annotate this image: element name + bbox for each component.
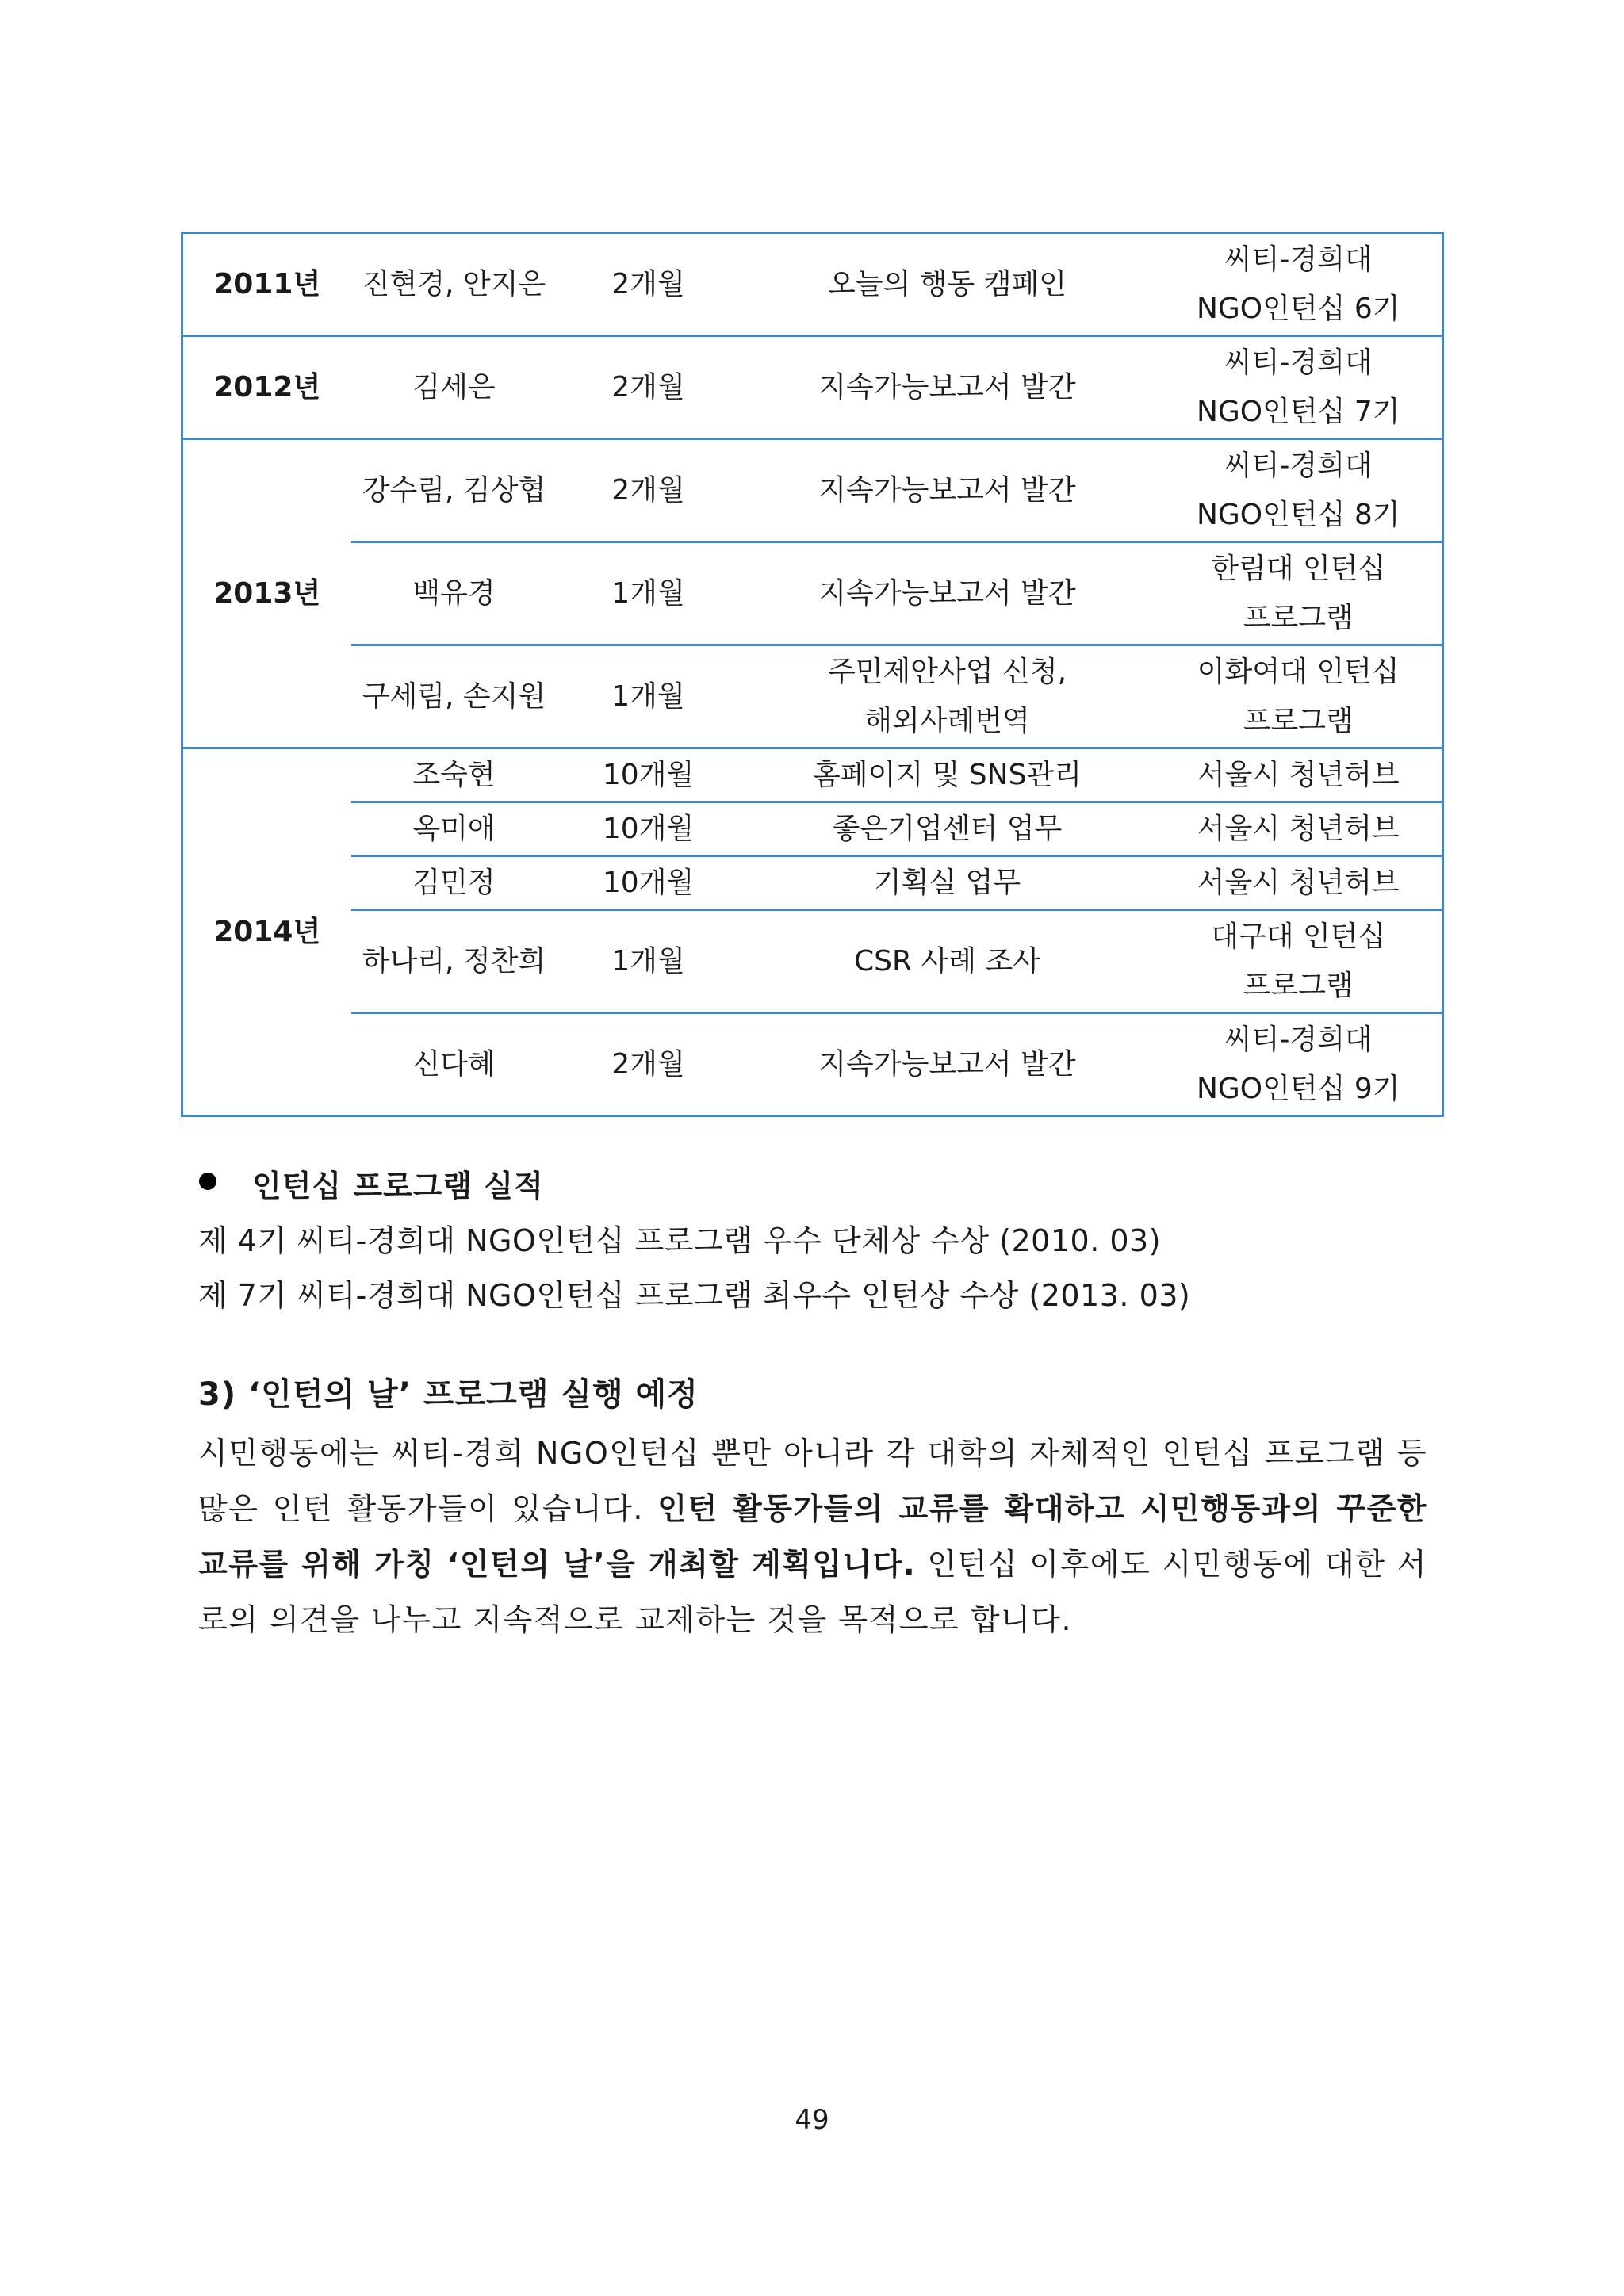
- table-row: [182, 645, 1443, 748]
- paragraph-text: 시민행동에는 씨티-경희 NGO인턴십 뿐만 아니라 각 대학의 자체적인 인턴십 프로그램 등 많은 인턴 활동가들이 있습니다.: [198, 1436, 1427, 1526]
- table-row: [182, 748, 1443, 802]
- program-cell: [1155, 336, 1443, 439]
- program-line: 프로그램: [1243, 704, 1354, 737]
- program-line: 이화여대 인턴십: [1197, 655, 1400, 688]
- period-cell: 2개월: [557, 1013, 740, 1116]
- page-number: 49: [795, 2104, 829, 2136]
- program-cell: [1155, 439, 1443, 542]
- program-line: 프로그램: [1243, 969, 1354, 1002]
- work-line: 주민제안사업 신청,: [827, 655, 1067, 688]
- name-cell: 백유경: [351, 542, 557, 645]
- bullet-icon: [199, 1173, 216, 1190]
- program-line: NGO인턴십 7기: [1196, 395, 1400, 428]
- program-cell: [1155, 645, 1443, 748]
- work-cell: 좋은기업센터 업무: [740, 802, 1155, 856]
- name-cell: 신다혜: [351, 1013, 557, 1116]
- table-row: [182, 439, 1443, 542]
- work-cell: 오늘의 행동 캠페인: [740, 233, 1155, 336]
- period-cell: 2개월: [557, 336, 740, 439]
- year-cell: 2014년: [182, 748, 351, 1116]
- year-cell: 2012년: [182, 336, 351, 439]
- program-line: 씨티-경희대: [1224, 243, 1373, 276]
- work-cell: 지속가능보고서 발간: [740, 542, 1155, 645]
- program-line: 씨티-경희대: [1224, 346, 1373, 379]
- achievement-item: 제 4기 씨티-경희대 NGO인턴십 프로그램 우수 단체상 수상 (2010. 03): [198, 1223, 1162, 1258]
- work-cell: 지속가능보고서 발간: [740, 439, 1155, 542]
- internship-table: [181, 232, 1444, 1117]
- paragraph-bold-text: 인턴 활동가들의 교류를 확대하고 시민행동과의 꾸준한 교류를 위해 가칭 ‘인턴의 날’을 개최할 계획입니다.: [198, 1491, 1427, 1582]
- table-row: [182, 233, 1443, 336]
- program-line: 한림대 인턴십: [1211, 552, 1386, 585]
- name-cell: 조숙현: [351, 748, 557, 802]
- program-cell: 서울시 청년허브: [1155, 748, 1443, 802]
- program-cell: [1155, 233, 1443, 336]
- table-row: [182, 336, 1443, 439]
- name-cell: 구세림, 손지원: [351, 645, 557, 748]
- table-row: [182, 802, 1443, 856]
- table-row: [182, 856, 1443, 910]
- program-line: 씨티-경희대: [1224, 449, 1373, 482]
- name-cell: 진현경, 안지은: [351, 233, 557, 336]
- period-cell: 1개월: [557, 645, 740, 748]
- work-cell: [740, 645, 1155, 748]
- period-cell: 10개월: [557, 802, 740, 856]
- program-cell: [1155, 1013, 1443, 1116]
- table-row: [182, 1013, 1443, 1116]
- period-cell: 10개월: [557, 748, 740, 802]
- program-line: 대구대 인턴십: [1211, 920, 1386, 953]
- program-cell: 서울시 청년허브: [1155, 802, 1443, 856]
- program-line: 프로그램: [1243, 601, 1354, 634]
- achievements-heading: 인턴십 프로그램 실적: [252, 1169, 544, 1203]
- table-row: [182, 542, 1443, 645]
- year-cell: 2011년: [182, 233, 351, 336]
- period-cell: 10개월: [557, 856, 740, 910]
- program-line: NGO인턴십 8기: [1196, 498, 1400, 531]
- work-cell: CSR 사례 조사: [740, 910, 1155, 1013]
- work-cell: 지속가능보고서 발간: [740, 336, 1155, 439]
- name-cell: 김세은: [351, 336, 557, 439]
- program-line: NGO인턴십 6기: [1196, 292, 1400, 325]
- table-row: [182, 910, 1443, 1013]
- period-cell: 1개월: [557, 542, 740, 645]
- work-cell: 기획실 업무: [740, 856, 1155, 910]
- name-cell: 옥미애: [351, 802, 557, 856]
- work-cell: 홈페이지 및 SNS관리: [740, 748, 1155, 802]
- work-line: 해외사례번역: [864, 704, 1030, 737]
- name-cell: 강수림, 김상협: [351, 439, 557, 542]
- program-line: NGO인턴십 9기: [1196, 1072, 1400, 1105]
- program-cell: [1155, 910, 1443, 1013]
- section-heading: 3) ‘인턴의 날’ 프로그램 실행 예정: [198, 1376, 699, 1413]
- section-paragraph: [198, 1425, 1427, 1647]
- name-cell: 하나리, 정찬희: [351, 910, 557, 1013]
- program-cell: [1155, 542, 1443, 645]
- year-cell: 2013년: [182, 439, 351, 748]
- paragraph-text: 인턴십 이후에도 시민행동에 대한 서로의 의견을 나누고 지속적으로 교제하는 것을 목적으로 합니다.: [198, 1547, 1427, 1637]
- achievement-item: 제 7기 씨티-경희대 NGO인턴십 프로그램 최우수 인턴상 수상 (2013. 03): [198, 1278, 1191, 1313]
- period-cell: 2개월: [557, 233, 740, 336]
- program-cell: 서울시 청년허브: [1155, 856, 1443, 910]
- program-line: 씨티-경희대: [1224, 1023, 1373, 1056]
- name-cell: 김민정: [351, 856, 557, 910]
- work-cell: 지속가능보고서 발간: [740, 1013, 1155, 1116]
- period-cell: 1개월: [557, 910, 740, 1013]
- period-cell: 2개월: [557, 439, 740, 542]
